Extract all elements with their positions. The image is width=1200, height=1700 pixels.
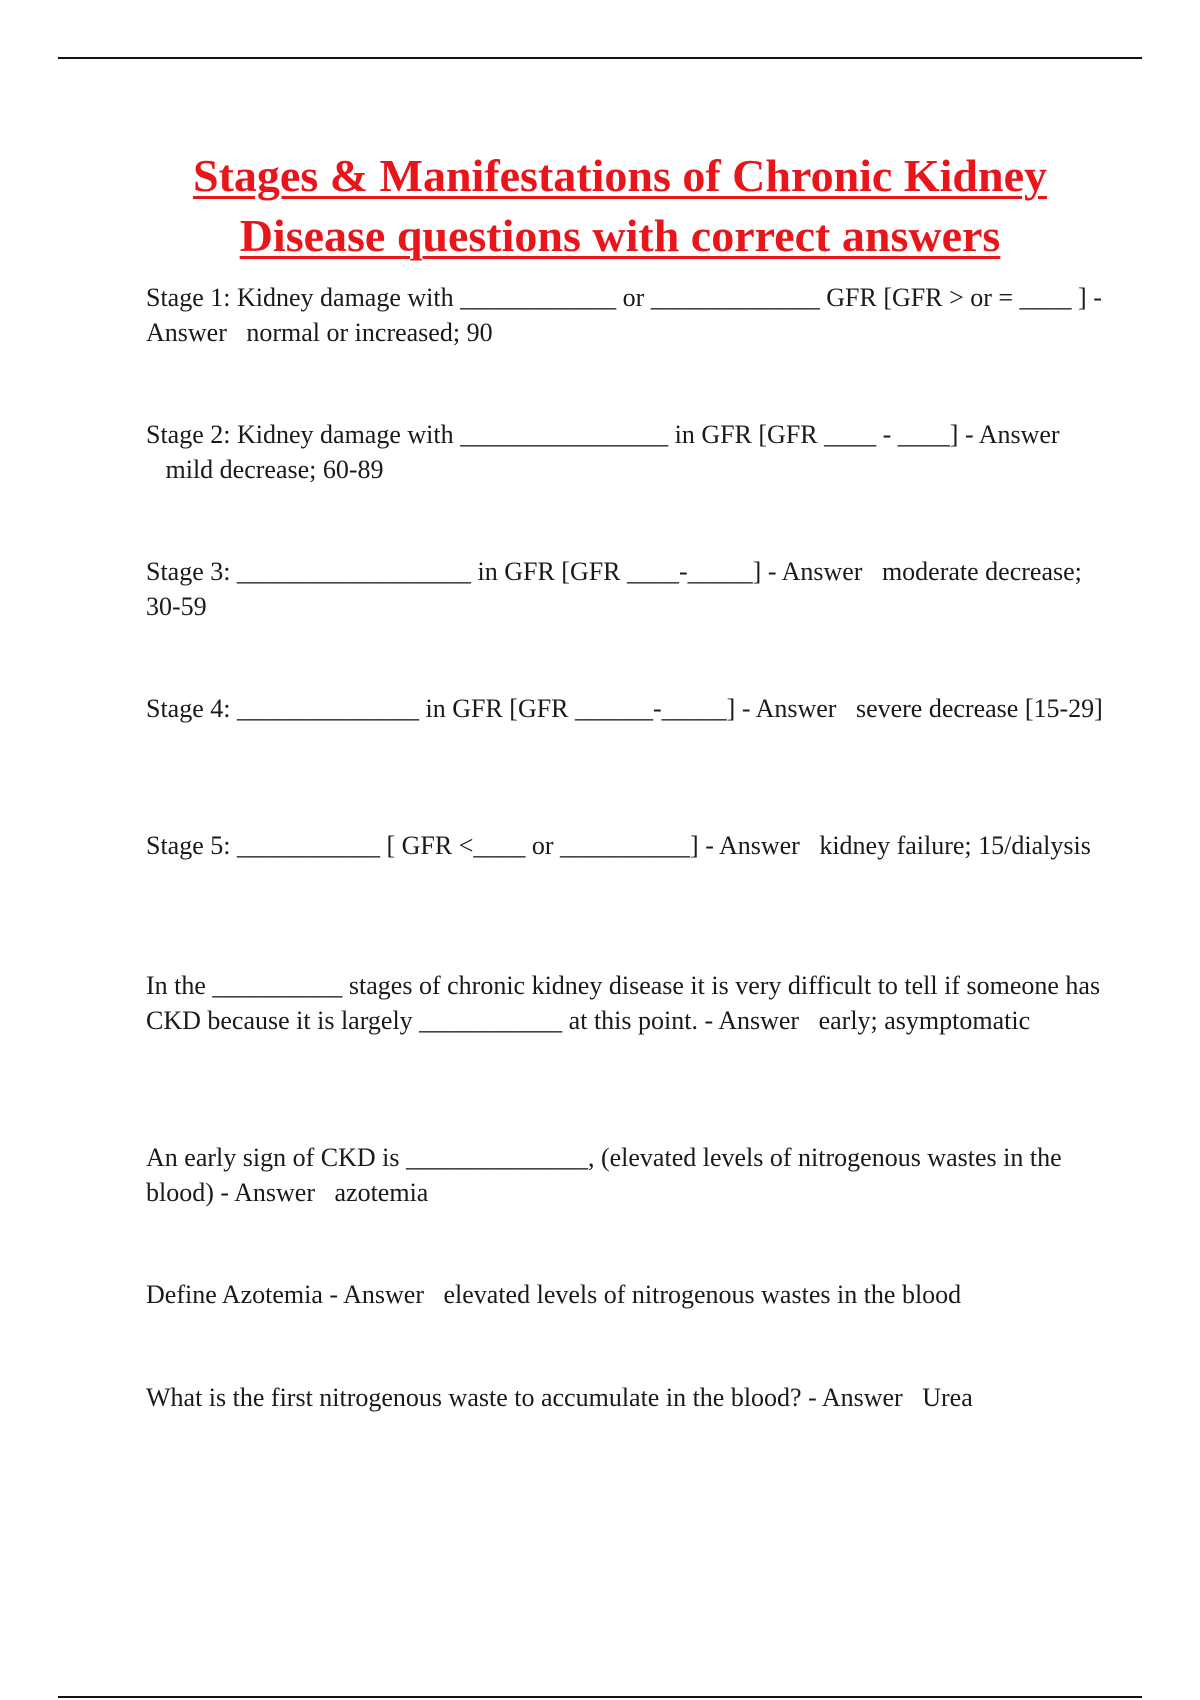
answer-text: normal or increased; 90: [246, 318, 493, 347]
qa-item-first-waste: [146, 1380, 1106, 1415]
answer-text: moderate decrease; 30-59: [146, 557, 1082, 621]
title-line-1: Stages & Manifestations of Chronic Kidney: [193, 150, 1047, 201]
qa-item-stage-4: [146, 691, 1106, 726]
question-text: Define Azotemia -: [146, 1280, 339, 1309]
answer-label: Answer: [755, 694, 837, 723]
answer-text: severe decrease [15-29]: [855, 694, 1103, 723]
header-rule: [58, 57, 1142, 59]
footer-rule: [58, 1696, 1142, 1698]
answer-label: Answer: [146, 318, 227, 347]
question-text: Stage 1: Kidney damage with ____________ or _____________ GFR [GFR > or = ____ ] -: [146, 283, 1102, 312]
qa-item-early-sign: [146, 1140, 1106, 1210]
answer-text: azotemia: [334, 1178, 429, 1207]
answer-label: Answer: [718, 831, 800, 860]
title-line-2: Disease questions with correct answers: [239, 210, 1001, 261]
document-title: [130, 146, 1110, 266]
qa-item-early-stages: [146, 968, 1106, 1038]
answer-text: mild decrease; 60-89: [165, 455, 384, 484]
qa-item-define-azotemia: [146, 1277, 1106, 1312]
answer-label: Answer: [781, 557, 863, 586]
question-text: Stage 4: ______________ in GFR [GFR ______-_____] -: [146, 694, 751, 723]
answer-text: elevated levels of nitrogenous wastes in the blood: [443, 1280, 962, 1309]
question-text: What is the first nitrogenous waste to accumulate in the blood? -: [146, 1383, 817, 1412]
qa-item-stage-2: [146, 417, 1106, 487]
answer-label: Answer: [234, 1178, 315, 1207]
qa-item-stage-5: [146, 828, 1106, 863]
qa-item-stage-3: [146, 554, 1106, 624]
answer-label: Answer: [343, 1280, 424, 1309]
answer-label: Answer: [978, 420, 1060, 449]
answer-label: Answer: [718, 1006, 800, 1035]
answer-text: kidney failure; 15/dialysis: [819, 831, 1091, 860]
question-text: Stage 3: __________________ in GFR [GFR ____-_____] -: [146, 557, 777, 586]
question-text: Stage 5: ___________ [ GFR <____ or __________] -: [146, 831, 714, 860]
question-text: Stage 2: Kidney damage with ________________ in GFR [GFR ____ - ____] -: [146, 420, 974, 449]
question-text: In the __________ stages of chronic kidney disease it is very difficult to tell if someone has CKD because it is largely ___________ at this point. -: [146, 971, 1101, 1035]
question-text: An early sign of CKD is ______________, (elevated levels of nitrogenous wastes in the blood) -: [146, 1143, 1062, 1207]
answer-text: Urea: [922, 1383, 973, 1412]
qa-item-stage-1: [146, 280, 1106, 350]
answer-text: early; asymptomatic: [818, 1006, 1031, 1035]
answer-label: Answer: [821, 1383, 903, 1412]
